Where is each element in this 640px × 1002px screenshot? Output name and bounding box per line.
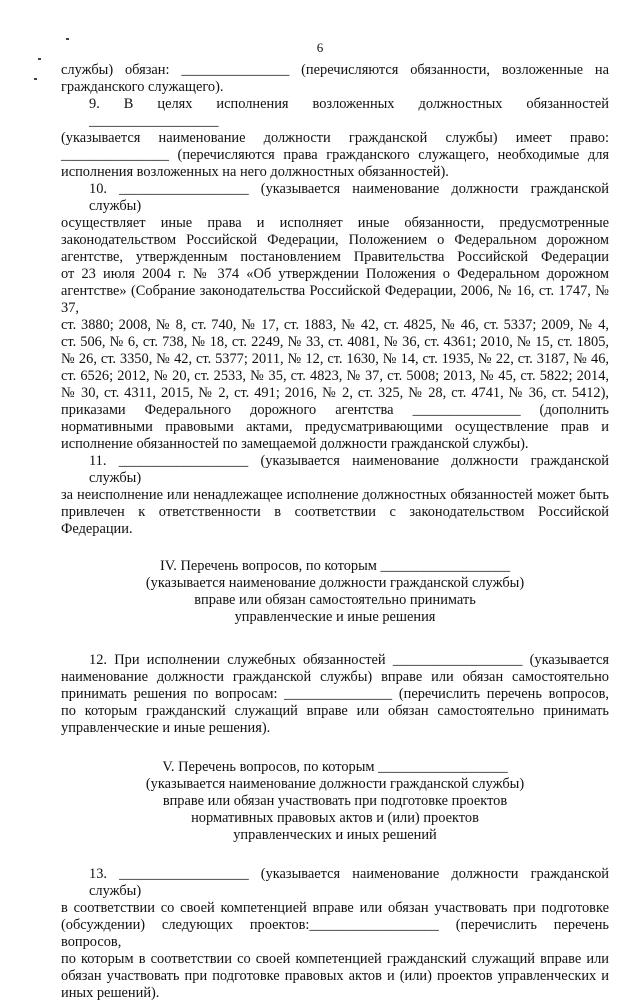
text-line: агентстве, утвержденным постановлением Правительства Российской Федерации	[61, 249, 609, 265]
text-line: привлечен к ответственности в соответствии с законодательством Российской Федерации.	[61, 504, 609, 537]
text-line: ст. 3880; 2008, № 8, ст. 740, № 17, ст. 1883, № 42, ст. 4825, № 46, ст. 5337; 2009, № 4,	[61, 317, 609, 333]
text-line: обязан участвовать при подготовке правовых актов и (или) проектов управленческих и	[61, 968, 609, 984]
heading-line: IV. Перечень вопросов, по которым __________________	[159, 558, 511, 574]
text-line: ст. 506, № 6, ст. 738, № 18, ст. 2249, № 33, ст. 4081, № 36, ст. 4361; 2010, № 15, ст. 1805,	[61, 334, 609, 350]
heading-line: (указывается наименование должности гражданской службы)	[145, 776, 525, 792]
text-line: агентстве» (Собрание законодательства Российской Федерации, 2006, № 16, ст. 1747, № 37,	[61, 283, 609, 316]
text-line: (обсуждении) следующих проектов:__________________ (перечислить перечень вопросов,	[61, 917, 609, 950]
text-line: исполнение обязанностей по замещаемой должности гражданской службы).	[61, 436, 529, 452]
paragraph-8-continuation	[61, 62, 609, 96]
scan-mark	[34, 78, 37, 80]
heading-line: нормативных правовых актов и (или) проектов	[191, 810, 479, 826]
text-line: по которым гражданский служащий вправе или обязан самостоятельно принимать	[61, 703, 609, 719]
heading-line: вправе или обязан самостоятельно принимать	[194, 592, 476, 608]
text-line: приказами Федерального дорожного агентства _______________ (дополнить	[61, 402, 609, 418]
heading-line: вправе или обязан участвовать при подготовке проектов	[162, 793, 508, 809]
text-line: 10. __________________ (указывается наименование должности гражданской службы)	[89, 181, 609, 214]
text-line: принимать решения по вопросам: _______________ (перечислить перечень вопросов,	[61, 686, 609, 702]
text-line: исполнения возложенных на него должностных обязанностей).	[61, 164, 449, 180]
heading-line: V. Перечень вопросов, по которым __________________	[162, 759, 508, 775]
text-line: гражданского служащего).	[61, 79, 224, 95]
text-line: осуществляет иные права и исполняет иные обязанности, предусмотренные	[61, 215, 609, 231]
paragraph-10	[61, 181, 609, 453]
text-line: 13. __________________ (указывается наименование должности гражданской службы)	[89, 866, 609, 899]
page-number: 6	[316, 40, 324, 55]
paragraph-12	[61, 652, 609, 737]
paragraph-13	[61, 866, 609, 1002]
section-v-heading	[61, 759, 609, 844]
paragraph-11	[61, 453, 609, 538]
text-line: ст. 6526; 2012, № 20, ст. 2533, № 35, ст. 4823, № 37, ст. 5008; 2013, № 45, ст. 5822; 2014,	[61, 368, 609, 384]
scan-mark	[38, 58, 41, 60]
text-line: _______________ (перечисляются права гражданского служащего, необходимые для	[61, 147, 609, 163]
text-line: 12. При исполнении служебных обязанностей __________________ (указывается	[89, 652, 609, 668]
text-line: по которым в соответствии со своей компетенцией гражданский служащий вправе или	[61, 951, 609, 967]
text-line: законодательством Российской Федерации, Положением о Федеральном дорожном	[61, 232, 609, 248]
text-line: 11. __________________ (указывается наименование должности гражданской службы)	[89, 453, 609, 486]
text-line: (указывается наименование должности гражданской службы) имеет право:	[61, 130, 609, 146]
heading-line: (указывается наименование должности гражданской службы)	[145, 575, 525, 591]
heading-line: управленческих и иных решений	[233, 827, 437, 843]
heading-line: управленческие и иные решения	[234, 609, 436, 625]
text-line: службы) обязан: _______________ (перечисляются обязанности, возложенные на	[61, 62, 609, 78]
text-line: от 23 июля 2004 г. № 374 «Об утверждении Положения о Федеральном дорожном	[61, 266, 609, 282]
paragraph-9	[61, 96, 609, 181]
text-line: наименование должности гражданской службы) вправе или обязан самостоятельно	[61, 669, 609, 685]
text-line: иных решений).	[61, 985, 160, 1001]
section-iv-heading	[61, 558, 609, 626]
text-line: 9. В целях исполнения возложенных должностных обязанностей __________________	[89, 96, 609, 129]
text-line: нормативными правовыми актами, предусматривающими осуществление прав и	[61, 419, 609, 435]
text-line: № 26, ст. 3350, № 42, ст. 5377; 2011, № 12, ст. 1630, № 14, ст. 1935, № 22, ст. 3187, № 46,	[61, 351, 609, 367]
text-line: в соответствии со своей компетенцией вправе или обязан участвовать при подготовке	[61, 900, 609, 916]
text-line: за неисполнение или ненадлежащее исполнение должностных обязанностей может быть	[61, 487, 609, 503]
document-body	[61, 62, 609, 1002]
text-line: № 30, ст. 4311, 2015, № 2, ст. 491; 2016, № 2, ст. 325, № 28, ст. 4741, № 36, ст. 5412),	[61, 385, 609, 401]
text-line: управленческие и иные решения).	[61, 720, 271, 736]
